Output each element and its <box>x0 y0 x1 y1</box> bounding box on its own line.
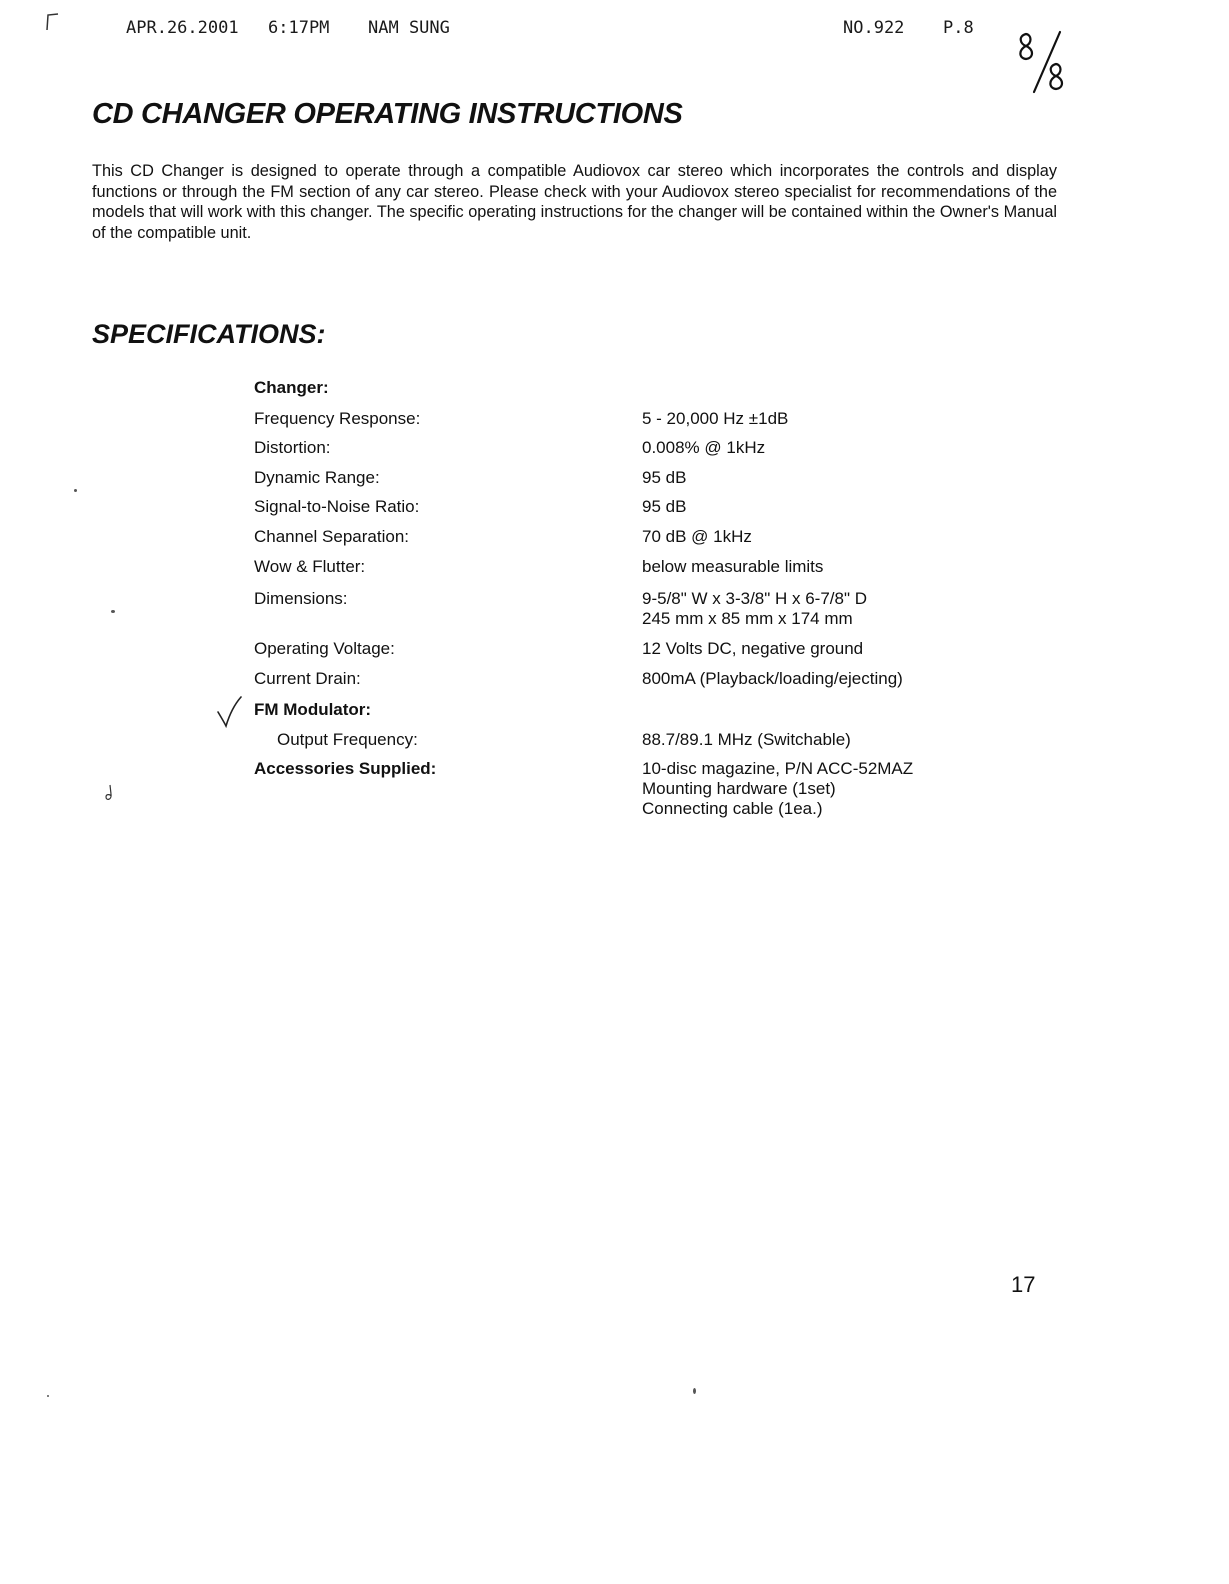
handwritten-page-count <box>1012 28 1082 100</box>
fm-modulator-heading: FM Modulator: <box>254 700 372 719</box>
spec-label: Dimensions: <box>254 589 348 608</box>
scan-speck <box>693 1388 696 1394</box>
handwritten-checkmark <box>216 696 242 728</box>
scan-speck <box>74 489 77 492</box>
spec-value: 0.008% @ 1kHz <box>642 438 766 457</box>
spec-label: Frequency Response: <box>254 409 421 428</box>
spec-label: Dynamic Range: <box>254 468 380 487</box>
accessories-list <box>642 759 913 819</box>
fax-sender: NAM SUNG <box>368 18 450 38</box>
spec-label: Distortion: <box>254 438 331 457</box>
spec-value: 95 dB <box>642 497 687 516</box>
page-title: CD CHANGER OPERATING INSTRUCTIONS <box>92 98 683 130</box>
accessory-item: Mounting hardware (1set) <box>642 779 836 798</box>
accessory-item: Connecting cable (1ea.) <box>642 799 823 818</box>
accessory-item: 10-disc magazine, P/N ACC-52MAZ <box>642 759 914 778</box>
spec-label: Wow & Flutter: <box>254 557 366 576</box>
spec-value: 70 dB @ 1kHz <box>642 527 752 546</box>
spec-label: Channel Separation: <box>254 527 410 546</box>
fax-number: NO.922 <box>843 18 905 38</box>
intro-paragraph: This CD Changer is designed to operate through a compatible Audiovox car stereo which incorporates the controls and display functions or through the FM section of any car stereo. Please check with your Audiovox stereo specialist for recommendations of the models that will work with this changer. The specific operating instructions for the changer will be contained within the Owner's Manual of the compatible unit. <box>92 162 1057 242</box>
spec-value: below measurable limits <box>642 557 824 576</box>
spec-value: 800mA (Playback/loading/ejecting) <box>642 669 903 688</box>
spec-label: Current Drain: <box>254 669 361 688</box>
spec-value-multiline <box>642 589 867 629</box>
spec-label: Operating Voltage: <box>254 639 395 658</box>
changer-heading: Changer: <box>254 378 329 397</box>
scan-scribble <box>103 784 115 804</box>
spec-value: 95 dB <box>642 468 687 487</box>
spec-value: 5 - 20,000 Hz ±1dB <box>642 409 789 428</box>
fax-time: 6:17PM <box>268 18 330 38</box>
spec-value-line: 245 mm x 85 mm x 174 mm <box>642 609 853 628</box>
scan-speck <box>111 610 115 613</box>
spec-value-line: 9-5/8" W x 3-3/8" H x 6-7/8" D <box>642 589 868 608</box>
spec-label: Output Frequency: <box>277 730 418 749</box>
accessories-label: Accessories Supplied: <box>254 759 437 778</box>
spec-value: 88.7/89.1 MHz (Switchable) <box>642 730 851 749</box>
spec-value: 12 Volts DC, negative ground <box>642 639 864 658</box>
page-number: 17 <box>1011 1272 1036 1297</box>
fax-page: P.8 <box>943 18 974 38</box>
fax-date: APR.26.2001 <box>126 18 239 38</box>
specifications-heading: SPECIFICATIONS: <box>92 319 326 349</box>
scan-corner-mark <box>44 12 60 32</box>
scan-speck <box>47 1395 49 1397</box>
spec-label: Signal-to-Noise Ratio: <box>254 497 420 516</box>
